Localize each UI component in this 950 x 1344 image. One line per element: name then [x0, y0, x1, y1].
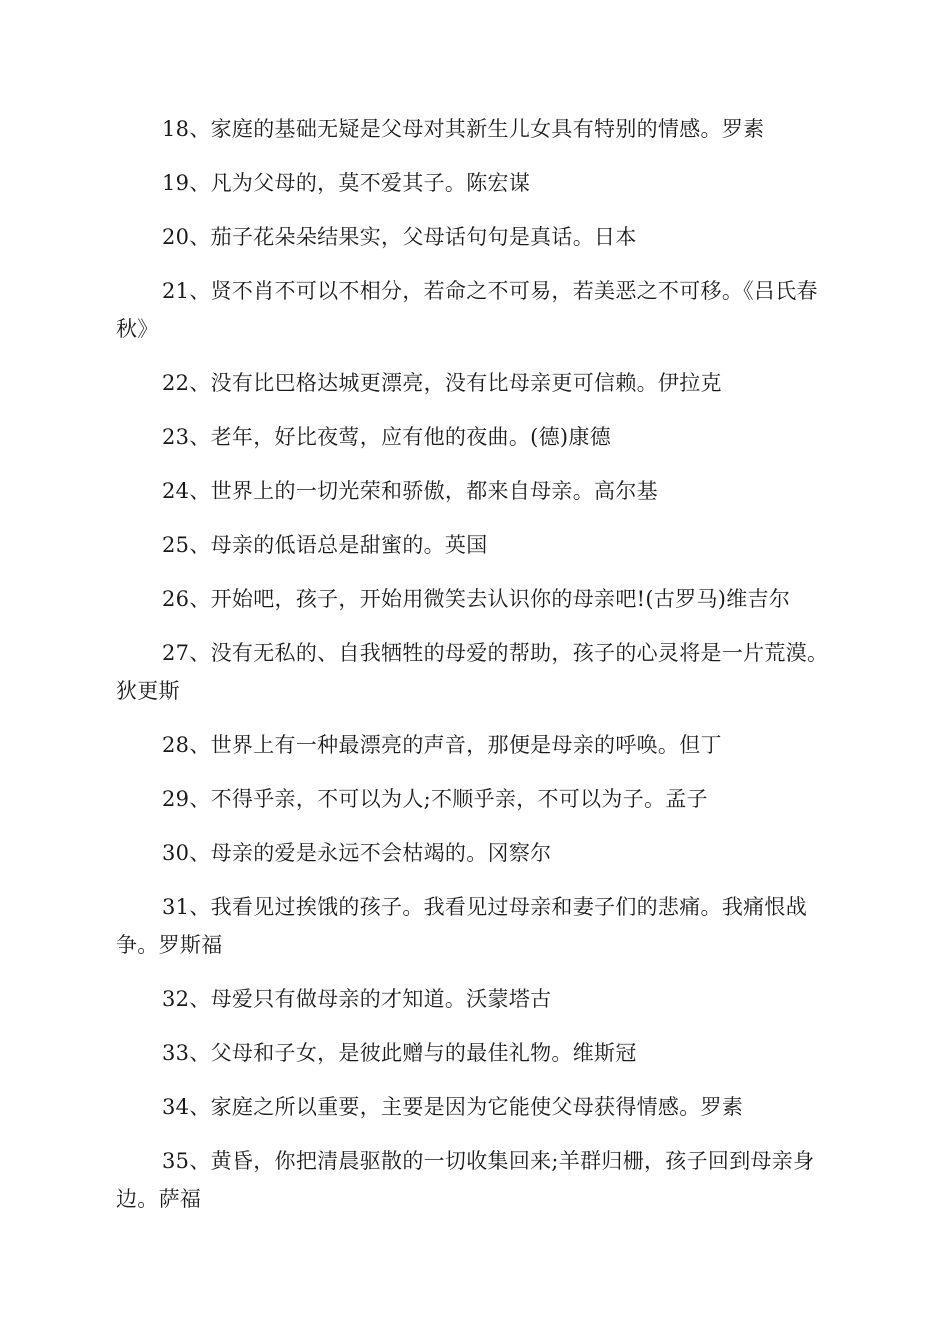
- quote-paragraph-22: 22、没有比巴格达城更漂亮，没有比母亲更可信赖。伊拉克: [162, 371, 722, 395]
- quote-paragraph-20: 20、茄子花朵朵结果实，父母话句句是真话。日本: [162, 225, 637, 249]
- quote-paragraph-31: 31、我看见过挨饿的孩子。我看见过母亲和妻子们的悲痛。我痛恨战争。罗斯福: [116, 895, 808, 957]
- quote-paragraph-29: 29、不得乎亲，不可以为人;不顺乎亲，不可以为子。孟子: [162, 787, 708, 811]
- quote-paragraph-24: 24、世界上的一切光荣和骄傲，都来自母亲。高尔基: [162, 479, 658, 503]
- quote-paragraph-30: 30、母亲的爱是永远不会枯竭的。冈察尔: [162, 841, 552, 865]
- quote-paragraph-25: 25、母亲的低语总是甜蜜的。英国: [162, 533, 488, 557]
- quote-paragraph-35: 35、黄昏，你把清晨驱散的一切收集回来;羊群归栅，孩子回到母亲身边。萨福: [116, 1149, 815, 1211]
- quote-paragraph-33: 33、父母和子女，是彼此赠与的最佳礼物。维斯冠: [162, 1041, 637, 1065]
- quote-paragraph-34: 34、家庭之所以重要，主要是因为它能使父母获得情感。罗素: [162, 1095, 744, 1119]
- quote-paragraph-32: 32、母爱只有做母亲的才知道。沃蒙塔古: [162, 987, 552, 1011]
- quote-paragraph-19: 19、凡为父母的，莫不爱其子。陈宏谋: [162, 171, 531, 195]
- quote-paragraph-18: 18、家庭的基础无疑是父母对其新生儿女具有特别的情感。罗素: [162, 117, 765, 141]
- document-body: [116, 110, 836, 1234]
- quote-paragraph-26: 26、开始吧，孩子，开始用微笑去认识你的母亲吧!(古罗马)维吉尔: [162, 587, 791, 611]
- quote-paragraph-23: 23、老年，好比夜莺，应有他的夜曲。(德)康德: [162, 425, 612, 449]
- quote-paragraph-28: 28、世界上有一种最漂亮的声音，那便是母亲的呼唤。但丁: [162, 733, 722, 757]
- quote-paragraph-27: 27、没有无私的、自我牺牲的母爱的帮助，孩子的心灵将是一片荒漠。狄更斯: [116, 641, 829, 703]
- quote-paragraph-21: 21、贤不肖不可以不相分，若命之不可易，若美恶之不可移。《吕氏春秋》: [116, 279, 818, 341]
